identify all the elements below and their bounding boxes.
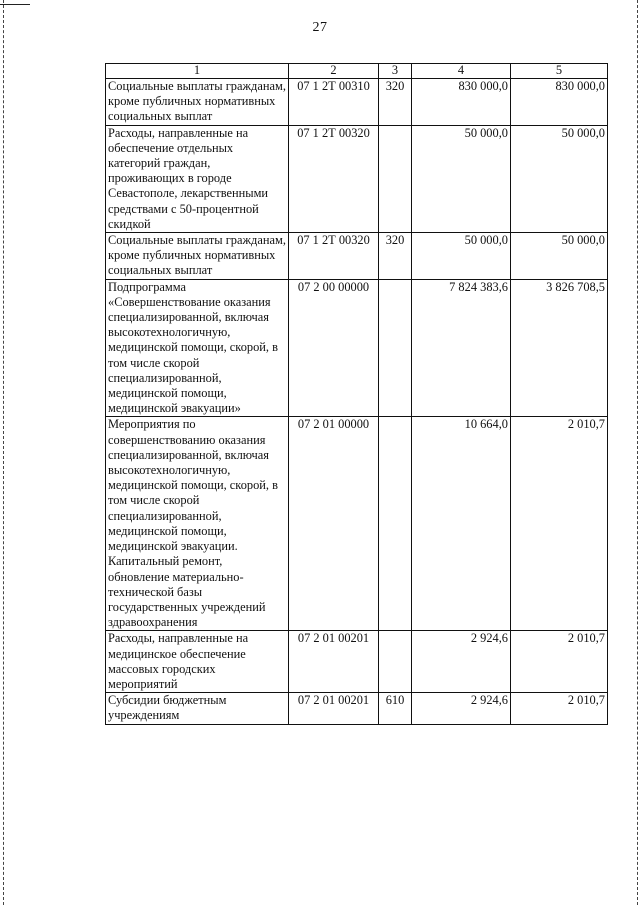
column-header-sum2: 5 bbox=[511, 64, 608, 79]
budget-table bbox=[105, 63, 608, 725]
row-name: Расходы, направленные на обеспечение отдельных категорий граждан, проживающих в городе Севастополе, лекарственными средствами с 50-процентной скидкой bbox=[106, 125, 289, 232]
table-row bbox=[106, 631, 608, 693]
row-type bbox=[379, 125, 412, 232]
table-row bbox=[106, 693, 608, 724]
row-code: 07 1 2Т 00320 bbox=[289, 233, 379, 280]
row-sum1: 7 824 383,6 bbox=[412, 279, 511, 417]
row-name: Субсидии бюджетным учреждениям bbox=[106, 693, 289, 724]
table-row bbox=[106, 233, 608, 280]
row-code: 07 2 01 00201 bbox=[289, 693, 379, 724]
row-name: Социальные выплаты гражданам, кроме публичных нормативных социальных выплат bbox=[106, 79, 289, 126]
row-type: 320 bbox=[379, 79, 412, 126]
table-row bbox=[106, 79, 608, 126]
row-type bbox=[379, 631, 412, 693]
row-code: 07 1 2Т 00310 bbox=[289, 79, 379, 126]
row-name: Мероприятия по совершенствованию оказания специализированной, включая высокотехнологичную, медицинской помощи, скорой, в том числе скорой специализированной, медицинской помощи, медицинской эвакуации. Капитальный ремонт, обновление материально-технической базы государственных учреждений здравоохранения bbox=[106, 417, 289, 631]
row-sum2: 2 010,7 bbox=[511, 631, 608, 693]
row-name: Социальные выплаты гражданам, кроме публичных нормативных социальных выплат bbox=[106, 233, 289, 280]
row-sum1: 2 924,6 bbox=[412, 631, 511, 693]
column-header-code: 2 bbox=[289, 64, 379, 79]
row-sum2: 2 010,7 bbox=[511, 417, 608, 631]
row-type: 610 bbox=[379, 693, 412, 724]
row-sum1: 50 000,0 bbox=[412, 125, 511, 232]
row-sum2: 830 000,0 bbox=[511, 79, 608, 126]
column-header-sum1: 4 bbox=[412, 64, 511, 79]
row-sum1: 10 664,0 bbox=[412, 417, 511, 631]
table-row bbox=[106, 125, 608, 232]
page-number: 27 bbox=[312, 20, 328, 35]
column-header-name: 1 bbox=[106, 64, 289, 79]
row-sum2: 50 000,0 bbox=[511, 125, 608, 232]
row-sum2: 3 826 708,5 bbox=[511, 279, 608, 417]
row-code: 07 2 01 00201 bbox=[289, 631, 379, 693]
row-code: 07 1 2Т 00320 bbox=[289, 125, 379, 232]
row-sum2: 2 010,7 bbox=[511, 693, 608, 724]
table-row bbox=[106, 279, 608, 417]
page-corner-mark bbox=[0, 0, 30, 5]
table-header-row bbox=[106, 64, 608, 79]
column-header-type: 3 bbox=[379, 64, 412, 79]
row-type: 320 bbox=[379, 233, 412, 280]
row-type bbox=[379, 279, 412, 417]
row-name: Расходы, направленные на медицинское обеспечение массовых городских мероприятий bbox=[106, 631, 289, 693]
row-sum1: 830 000,0 bbox=[412, 79, 511, 126]
row-type bbox=[379, 417, 412, 631]
row-sum1: 2 924,6 bbox=[412, 693, 511, 724]
row-code: 07 2 01 00000 bbox=[289, 417, 379, 631]
table-row bbox=[106, 417, 608, 631]
page-right-edge bbox=[637, 0, 638, 905]
row-sum1: 50 000,0 bbox=[412, 233, 511, 280]
row-sum2: 50 000,0 bbox=[511, 233, 608, 280]
row-code: 07 2 00 00000 bbox=[289, 279, 379, 417]
row-name: Подпрограмма «Совершенствование оказания специализированной, включая высокотехнологичную, медицинской помощи, скорой, в том числе скорой специализированной, медицинской помощи, медицинской эвакуации» bbox=[106, 279, 289, 417]
page-left-edge bbox=[3, 0, 4, 905]
